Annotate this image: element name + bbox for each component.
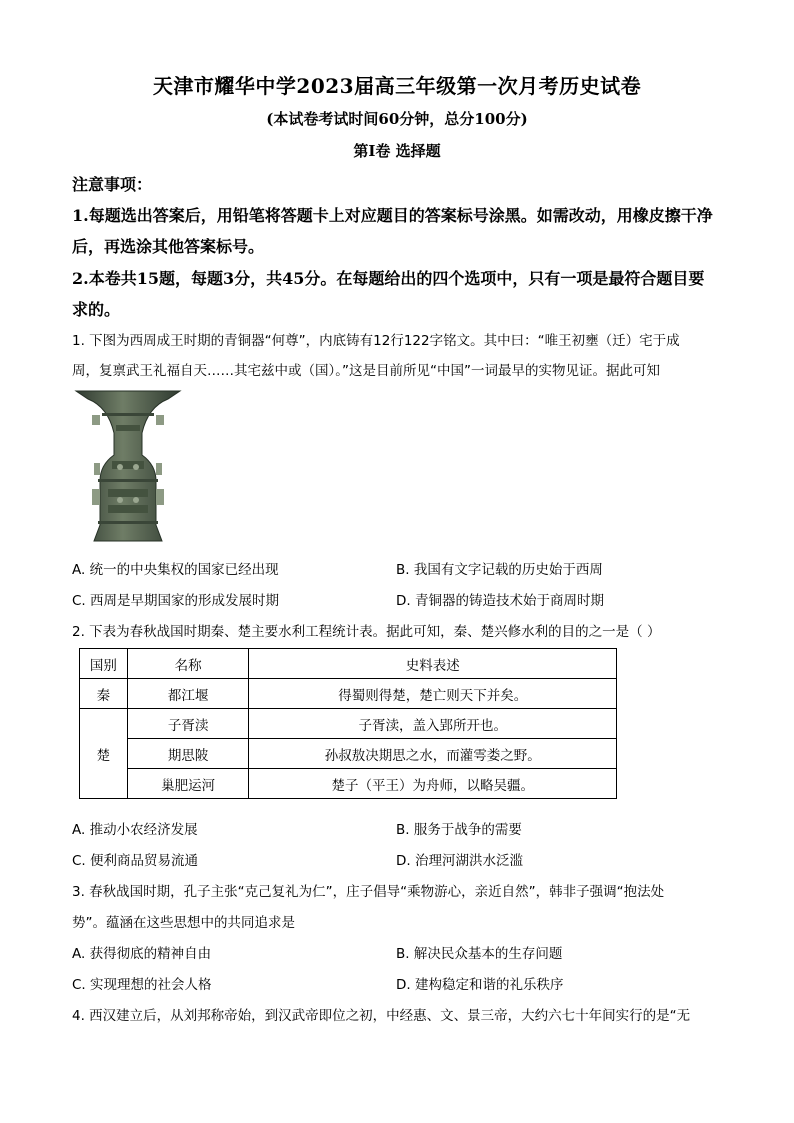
cell-state: 秦 — [80, 679, 128, 709]
water-projects-table — [79, 648, 617, 799]
note-1-line-1: 1.每题选出答案后，用铅笔将答题卡上对应题目的答案标号涂黑。如需改动，用橡皮擦干净 — [72, 206, 713, 225]
note-2-line-2: 求的。 — [72, 300, 121, 319]
table-row — [80, 739, 617, 769]
cell-description: 子胥渎，盖入郢所开也。 — [249, 709, 617, 739]
note-2-line-1: 2.本卷共15题，每题3分，共45分。在每题给出的四个选项中，只有一项是最符合题目要 — [72, 269, 705, 288]
question-3-option-b[interactable]: B. 解决民众基本的生存问题 — [396, 946, 563, 962]
bronze-zun-vessel-image — [72, 385, 184, 545]
cell-name: 巢肥运河 — [127, 769, 249, 799]
table-header-row — [80, 649, 617, 679]
question-3-line-1: 3. 春秋战国时期，孔子主张“克己复礼为仁”，庄子倡导“乘物游心，亲近自然”，韩非子强调“抱法处 — [72, 884, 665, 900]
cell-name: 都江堰 — [127, 679, 249, 709]
question-3-option-a[interactable]: A. 获得彻底的精神自由 — [72, 946, 212, 962]
question-1-option-d[interactable]: D. 青铜器的铸造技术始于商周时期 — [396, 593, 604, 609]
question-2-option-c[interactable]: C. 便利商品贸易流通 — [72, 853, 199, 869]
question-1-line-2: 周，复禀武王礼福自天……其宅兹中或（国）。”这是目前所见“中国”一词最早的实物见证。据此可知 — [72, 363, 660, 379]
question-3-line-2: 势”。蕴涵在这些思想中的共同追求是 — [72, 915, 295, 931]
header-description: 史料表述 — [249, 649, 617, 679]
question-2-option-b[interactable]: B. 服务于战争的需要 — [396, 822, 522, 838]
question-2-option-a[interactable]: A. 推动小农经济发展 — [72, 822, 198, 838]
cell-state: 楚 — [80, 709, 128, 799]
question-4-line-1: 4. 西汉建立后，从刘邦称帝始，到汉武帝即位之初，中经惠、文、景三帝，大约六七十年间实行的是“无 — [72, 1008, 691, 1024]
cell-description: 孙叔敖决期思之水，而灌雩娄之野。 — [249, 739, 617, 769]
exam-title: 天津市耀华中学2023届高三年级第一次月考历史试卷 — [152, 74, 642, 98]
table-row — [80, 679, 617, 709]
cell-description: 得蜀则得楚，楚亡则天下并矣。 — [249, 679, 617, 709]
question-1-option-c[interactable]: C. 西周是早期国家的形成发展时期 — [72, 593, 280, 609]
question-1-option-a[interactable]: A. 统一的中央集权的国家已经出现 — [72, 562, 279, 578]
cell-name: 期思陂 — [127, 739, 249, 769]
question-3-option-c[interactable]: C. 实现理想的社会人格 — [72, 977, 212, 993]
cell-name: 子胥渎 — [127, 709, 249, 739]
section-heading: 第I卷 选择题 — [353, 142, 441, 160]
table-row — [80, 709, 617, 739]
note-1-line-2: 后，再选涂其他答案标号。 — [72, 237, 265, 256]
question-1-option-b[interactable]: B. 我国有文字记载的历史始于西周 — [396, 562, 603, 578]
notes-heading: 注意事项： — [72, 175, 153, 194]
question-1-line-1: 1. 下图为西周成王时期的青铜器“何尊”，内底铸有12行122字铭文。其中曰：“唯王初壅（迁）宅于成 — [72, 333, 680, 349]
exam-subtitle: (本试卷考试时间60分钟，总分100分) — [266, 110, 528, 128]
header-name: 名称 — [127, 649, 249, 679]
table-row — [80, 769, 617, 799]
question-2-line-1: 2. 下表为春秋战国时期秦、楚主要水利工程统计表。据此可知，秦、楚兴修水利的目的之一是（ ） — [72, 624, 661, 640]
question-3-option-d[interactable]: D. 建构稳定和谐的礼乐秩序 — [396, 977, 564, 993]
header-state: 国别 — [80, 649, 128, 679]
question-2-option-d[interactable]: D. 治理河湖洪水泛滥 — [396, 853, 523, 869]
cell-description: 楚子（平王）为舟师，以略吴疆。 — [249, 769, 617, 799]
